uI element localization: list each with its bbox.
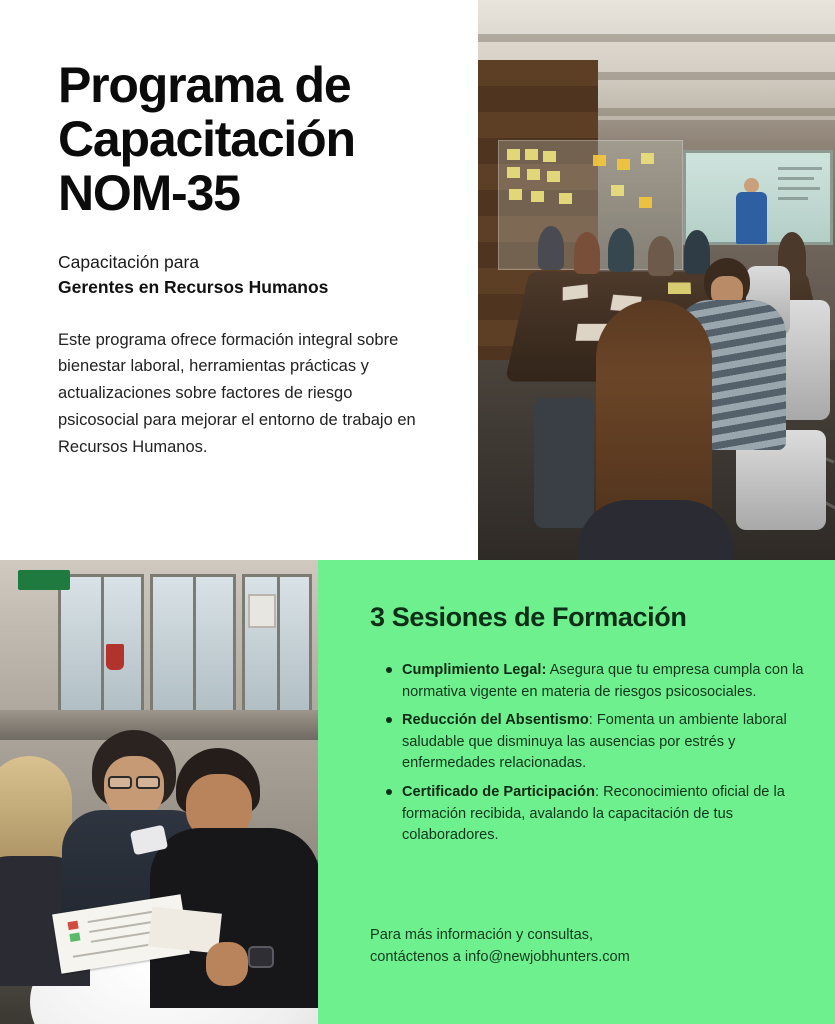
person-right-hand xyxy=(206,942,248,986)
audience-role: Gerentes en Recursos Humanos xyxy=(58,277,329,298)
presenter-body xyxy=(736,192,767,244)
list-item-label: Reducción del Absentismo xyxy=(402,712,589,729)
list-item-text: Asegura que tu empresa cumpla con la normativa vigente en materia de riesgos psicosociales. xyxy=(402,662,804,700)
office-chair xyxy=(534,398,594,528)
window xyxy=(150,574,236,724)
eyeglasses-icon xyxy=(136,776,160,789)
sessions-panel xyxy=(318,560,835,1024)
eyeglasses-icon xyxy=(108,776,132,789)
sessions-list xyxy=(380,660,810,854)
table-group-photo xyxy=(0,560,318,1024)
contact-line-2: contáctenos a info@newjobhunters.com xyxy=(370,948,630,965)
audience-label: Capacitación para xyxy=(58,252,200,272)
list-item-text: : Fomenta un ambiente laboral saludable que disminuya las ausencias por estrés y enfermedades relacionadas. xyxy=(402,712,787,772)
list-item xyxy=(402,710,810,775)
foreground-person-shoulders xyxy=(578,500,733,560)
list-item-label: Cumplimiento Legal: xyxy=(402,662,547,678)
wristwatch xyxy=(248,946,274,968)
contact-note xyxy=(370,925,800,969)
list-item xyxy=(402,782,810,847)
page-title-line-1: Programa de xyxy=(58,57,351,113)
ceiling-beam xyxy=(478,34,835,42)
list-item-label: Certificado de Participación xyxy=(402,783,596,800)
counter xyxy=(0,710,318,740)
presenter-head xyxy=(744,178,759,193)
page-title-line-3: NOM-35 xyxy=(58,165,240,221)
wall-sign xyxy=(248,594,276,628)
intro-paragraph: Este programa ofrece formación integral sobre bienestar laboral, herramientas prácticas y actualizaciones sobre factores de riesgo psicosocial para mejorar el entorno de trabajo en Recursos Humanos. xyxy=(58,330,416,456)
sessions-heading: 3 Sesiones de Formación xyxy=(370,602,687,632)
contact-line-1: Para más información y consultas, xyxy=(370,927,594,943)
page-title xyxy=(58,58,458,220)
list-item-text: : Reconocimiento oficial de la formación recibida, avalando la capacitación de tus colaboradores. xyxy=(402,783,785,844)
window xyxy=(58,574,144,724)
meeting-room-photo xyxy=(478,0,835,560)
red-cup xyxy=(106,644,124,670)
exit-sign-icon xyxy=(18,570,70,590)
list-item xyxy=(402,660,810,703)
title-block xyxy=(0,0,478,560)
page-title-line-2: Capacitación xyxy=(58,111,355,167)
